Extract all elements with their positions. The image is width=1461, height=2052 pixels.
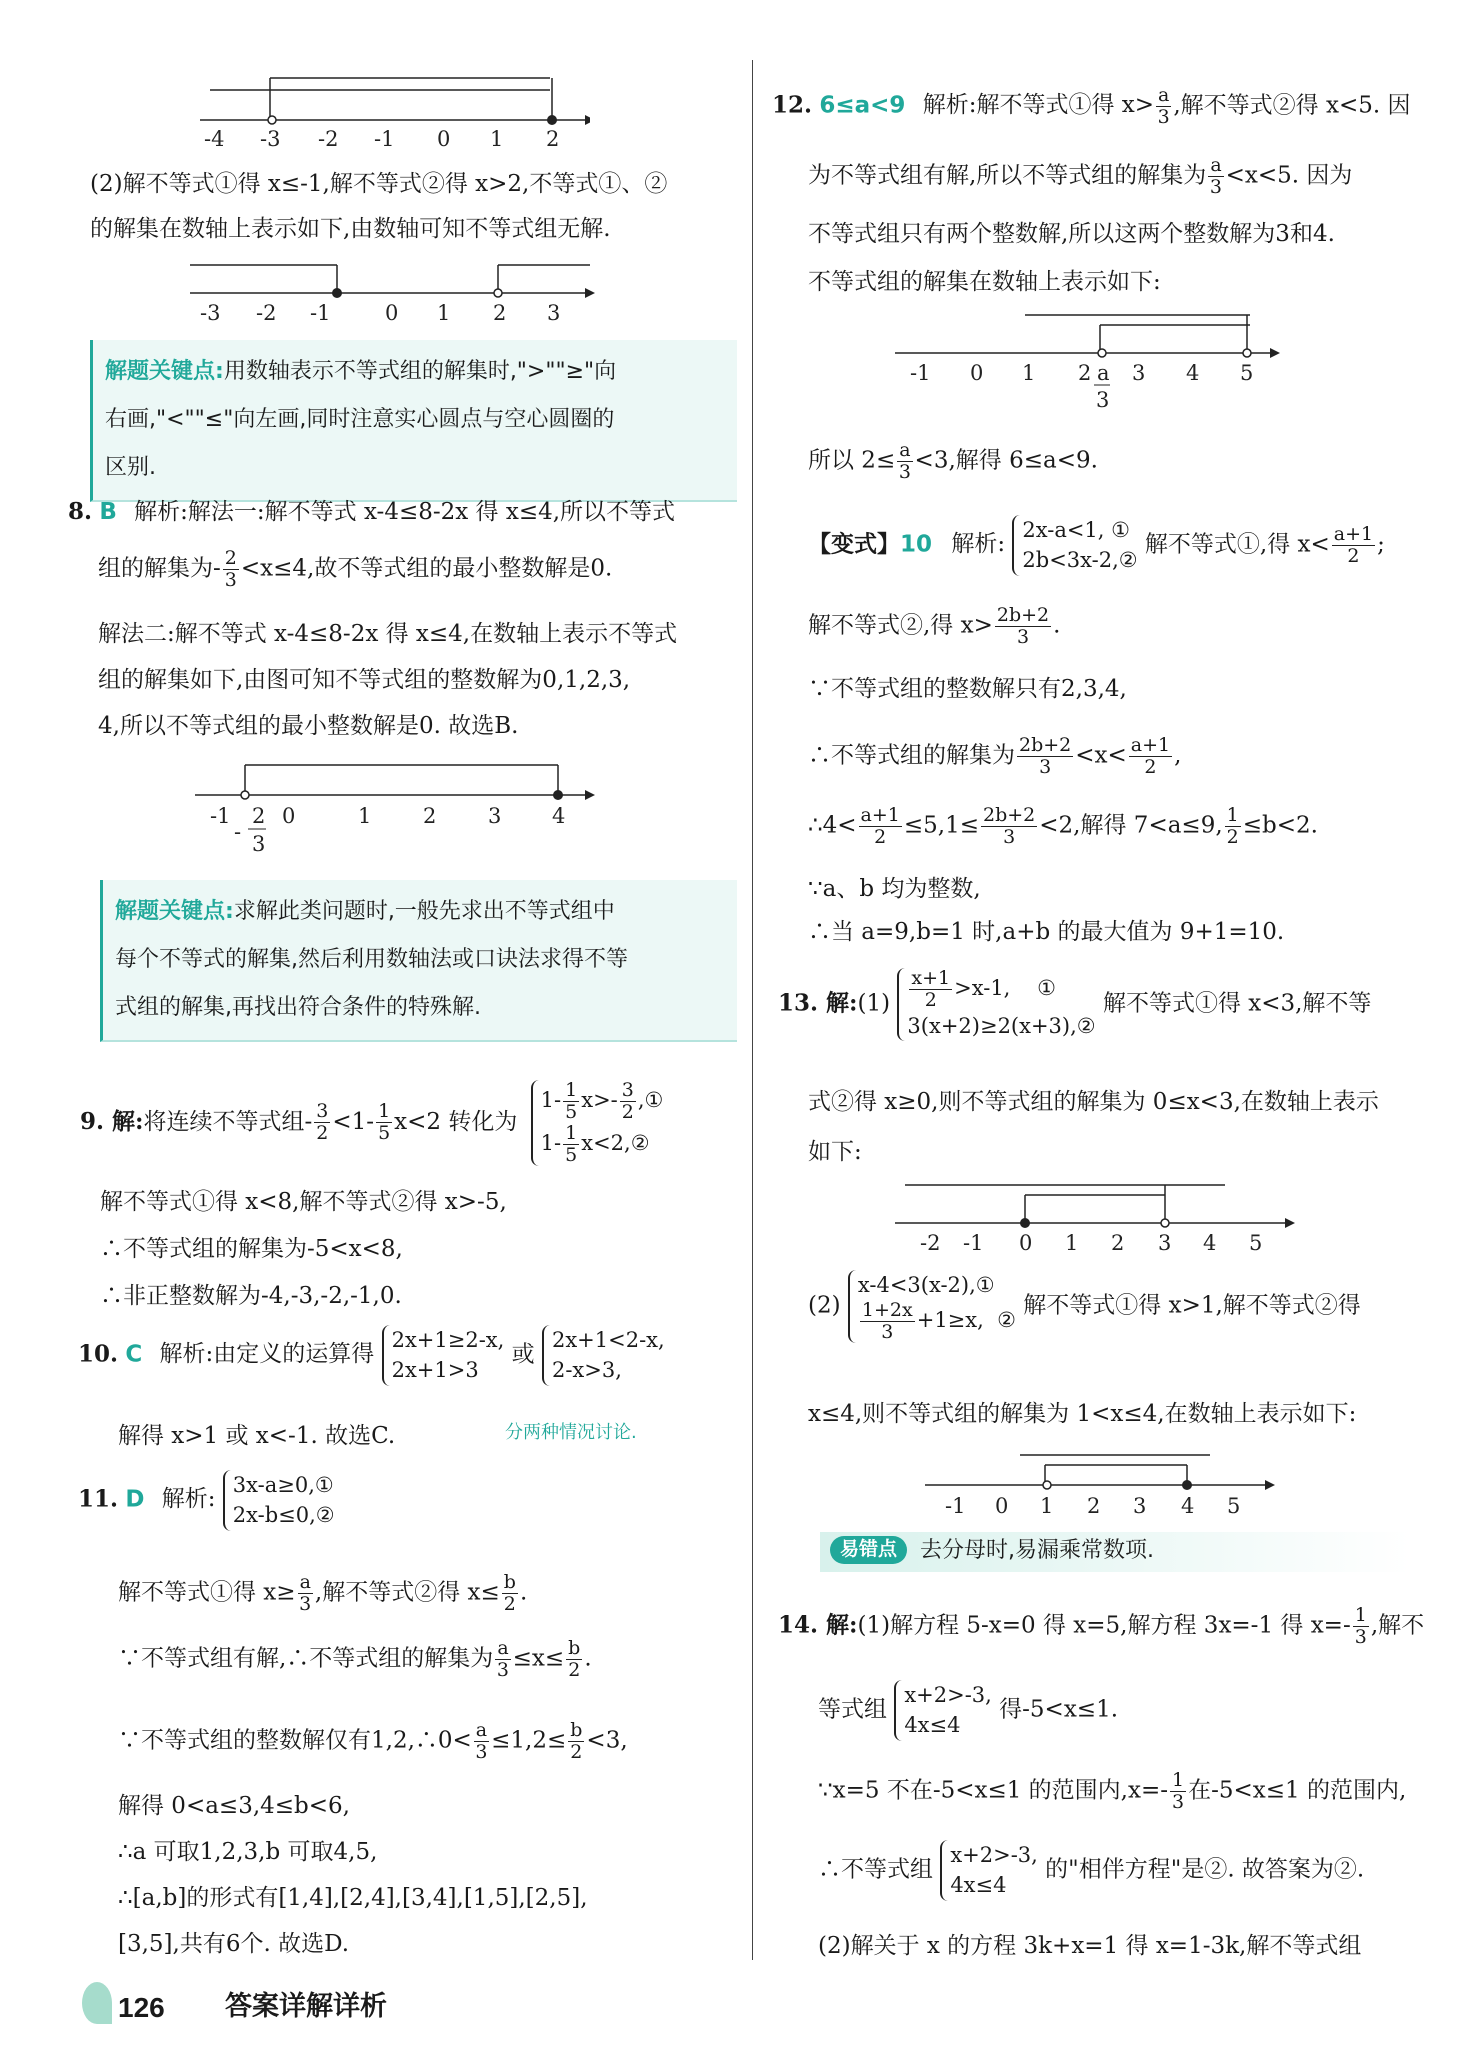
number-line-2 [180,255,600,325]
q7-part2-line1: (2)解不等式①得 x≤-1,解不等式②得 x>2,不等式①、② [90,171,668,197]
variant-line1: 【变式】10 解析: 2x-a<1, ① 2b<3x-2,② 解不等式①,得 x< $\frac{a+1}{2}$ ; [808,515,1385,576]
svg-text:-3: -3 [260,127,281,150]
error-note-text: 去分母时,易漏乘常数项. [920,1538,1154,1563]
answer-letter: B [99,499,117,525]
svg-text:5: 5 [1249,1231,1263,1255]
q12-line2: 为不等式组有解,所以不等式组的解集为 $\frac{a}{3}$ <x<5. 因为 [808,154,1353,198]
q9-system: 1- $\frac{1}{5}$ x>- $\frac{3}{2}$ ,① 1- $\frac{1}{5}$ x<2,② [531,1080,664,1166]
q9-line1: 9. 解:将连续不等式组- $\frac{3}{2}$ <1- $\frac{1}{5}$ x<2 转化为 1- $\frac{1}{5}$ x>- $\frac{3}{2}$ ,① 1- $\frac{1}{5}$ x<2,② [80,1079,664,1166]
svg-text:-: - [234,820,242,844]
svg-text:-3: -3 [200,301,221,325]
q13-line5: x≤4,则不等式组的解集为 1<x≤4,在数轴上表示如下: [808,1401,1357,1427]
svg-text:-4: -4 [204,127,225,150]
q10-hint: 分两种情况讨论. [505,1422,637,1443]
tip-text: 右画,"<""≤"向左画,同时注意实心圆点与空心圆圈的 [105,407,615,432]
tip-box-1 [90,340,737,502]
svg-text:1: 1 [490,127,504,150]
number-line-6 [925,1445,1285,1525]
svg-text:4: 4 [1203,1231,1217,1255]
q9-line4: ∴非正整数解为-4,-3,-2,-1,0. [100,1283,402,1309]
svg-text:2: 2 [546,127,560,150]
q8-line4: 组的解集如下,由图可知不等式组的整数解为0,1,2,3, [98,667,631,693]
svg-text:4: 4 [1186,361,1200,385]
q8-line2: 组的解集为- $\frac{2}{3}$ <x≤4,故不等式组的最小整数解是0. [98,547,613,591]
svg-text:1: 1 [1065,1231,1079,1255]
svg-text:a: a [1097,361,1110,385]
q13-line3: 如下: [808,1139,862,1165]
svg-text:-1: -1 [310,301,331,325]
q11-line3: ∵不等式组有解,∴不等式组的解集为 $\frac{a}{3}$ ≤x≤ $\frac{b}{2}$ . [118,1637,592,1681]
q14-line2: 等式组 x+2>-3, 4x≤4 得-5<x≤1. [818,1680,1118,1741]
svg-text:5: 5 [1240,361,1254,385]
q8-header [68,498,675,527]
error-note-badge: 易错点 [830,1536,907,1564]
svg-text:0: 0 [282,804,296,828]
leaf-icon [82,1982,112,2024]
svg-text:3: 3 [252,832,266,856]
q9-line3: ∴不等式组的解集为-5<x<8, [100,1236,403,1262]
svg-text:0: 0 [437,127,451,150]
q11-line4: ∵不等式组的整数解仅有1,2,∴0< $\frac{a}{3}$ ≤1,2≤ $\frac{b}{2}$ <3, [118,1719,628,1763]
q11-line5: 解得 0<a≤3,4≤b<6, [118,1793,350,1819]
variant-line4: ∴不等式组的解集为 $\frac{2b+2}{3}$ <x< $\frac{a+1}{2}$ , [808,734,1182,778]
svg-text:-1: -1 [210,804,231,828]
svg-text:1: 1 [437,301,451,325]
variant-line7: ∴当 a=9,b=1 时,a+b 的最大值为 9+1=10. [808,919,1285,945]
svg-text:3: 3 [1133,1494,1147,1518]
svg-text:3: 3 [1096,388,1110,412]
q14-line1: 14. 解:(1)解方程 5-x=0 得 x=5,解方程 3x=-1 得 x=- $\frac{1}{3}$ ,解不 [778,1604,1425,1648]
svg-text:3: 3 [547,301,561,325]
svg-text:0: 0 [385,301,399,325]
q14-line5: (2)解关于 x 的方程 3k+x=1 得 x=1-3k,解不等式组 [818,1933,1362,1959]
q14-line4: ∴不等式组 x+2>-3, 4x≤4 的"相伴方程"是②. 故答案为②. [818,1840,1364,1901]
q8-line3: 解法二:解不等式 x-4≤8-2x 得 x≤4,在数轴上表示不等式 [98,621,678,647]
svg-text:0: 0 [1019,1231,1033,1255]
variant-line6: ∵a、b 均为整数, [808,876,981,902]
q11-line7: ∴[a,b]的形式有[1,4],[2,4],[3,4],[1,5],[2,5], [118,1885,588,1911]
q12-line5: 所以 2≤ $\frac{a}{3}$ <3,解得 6≤a<9. [808,439,1098,483]
error-note-box [820,1532,1410,1572]
q13-line2: 式②得 x≥0,则不等式组的解集为 0≤x<3,在数轴上表示 [808,1089,1379,1115]
svg-text:2: 2 [1087,1494,1101,1518]
q11-line8: [3,5],共有6个. 故选D. [118,1931,350,1957]
tip-text: 区别. [105,455,156,480]
number-line-1 [190,70,590,150]
q11-line2: 解不等式①得 x≥ $\frac{a}{3}$ ,解不等式②得 x≤ $\frac{b}{2}$ . [118,1571,528,1615]
footer-title: 答案详解详析 [225,1991,387,2022]
number-line-4 [890,305,1290,415]
q13-line4: (2) x-4<3(x-2),① $\frac{1+2x}{3}$ +1≥x, ② 解不等式①得 x>1,解不等式②得 [808,1270,1361,1343]
svg-text:-1: -1 [963,1231,984,1255]
svg-text:-2: -2 [920,1231,941,1255]
svg-text:3: 3 [1158,1231,1172,1255]
column-divider [752,60,753,1960]
svg-text:2: 2 [252,804,266,828]
number-line-3 [190,755,610,870]
tip-box-2: 解题关键点:求解此类问题时,一般先求出不等式组中 每个不等式的解集,然后利用数轴法或口诀法求得不等 式组的解集,再找出符合条件的特殊解. [100,880,737,1042]
tip-text: 用数轴表示不等式组的解集时,">""≥"向 [223,359,617,384]
variant-line2: 解不等式②,得 x> $\frac{2b+2}{3}$ . [808,604,1061,648]
variant-line5: ∴4< $\frac{a+1}{2}$ ≤5,1≤ $\frac{2b+2}{3}$ <2,解得 7<a≤9, $\frac{1}{2}$ ≤b<2. [808,804,1318,848]
q10-line1: 10. C 解析:由定义的运算得 2x+1≥2-x, 2x+1>3 或 2x+1<2-x, 2-x>3, [78,1325,665,1386]
svg-text:2: 2 [423,804,437,828]
svg-text:5: 5 [1227,1494,1241,1518]
q11-line1: 11. D 解析: 3x-a≥0,① 2x-b≤0,② [78,1470,335,1531]
q14-line3: ∵x=5 不在-5<x≤1 的范围内,x=- $\frac{1}{3}$ 在-5<x≤1 的范围内, [818,1769,1407,1813]
svg-text:2: 2 [1111,1231,1125,1255]
svg-text:0: 0 [995,1494,1009,1518]
svg-text:3: 3 [488,804,502,828]
svg-text:1: 1 [1040,1494,1054,1518]
svg-text:4: 4 [1181,1494,1195,1518]
q13-line1: 13. 解:(1) $\frac{x+1}{2}$ >x-1, ① 3(x+2)≥2(x+3),② 解不等式①得 x<3,解不等 [778,968,1371,1041]
svg-text:-2: -2 [256,301,277,325]
svg-text:-1: -1 [945,1494,966,1518]
variant-line3: ∵不等式组的整数解只有2,3,4, [808,676,1127,702]
svg-text:4: 4 [552,804,566,828]
q12-line4: 不等式组的解集在数轴上表示如下: [808,269,1161,295]
number-line-5 [895,1175,1315,1255]
q8-line5: 4,所以不等式组的最小整数解是0. 故选B. [98,713,519,739]
q7-part2-line2: 的解集在数轴上表示如下,由数轴可知不等式组无解. [90,216,611,242]
svg-text:-1: -1 [910,361,931,385]
tip-tag: 解题关键点: [105,359,224,384]
q10-line2: 解得 x>1 或 x<-1. 故选C. [118,1423,396,1449]
svg-text:3: 3 [1132,361,1146,385]
svg-text:1: 1 [1022,361,1036,385]
page-number: 126 [118,1992,165,2023]
q12-line1: 12. 6≤a<9 解析:解不等式①得 x> $\frac{a}{3}$ ,解不等式②得 x<5. 因 [772,84,1411,128]
svg-text:1: 1 [358,804,372,828]
question-number: 8. [68,498,93,525]
q8-text: 解析:解法一:解不等式 x-4≤8-2x 得 x≤4,所以不等式 [134,499,676,525]
q11-line6: ∴a 可取1,2,3,b 可取4,5, [118,1839,378,1865]
svg-text:0: 0 [970,361,984,385]
q9-line2: 解不等式①得 x<8,解不等式②得 x>-5, [100,1189,507,1215]
svg-text:-2: -2 [318,127,339,150]
svg-text:-1: -1 [374,127,395,150]
svg-text:2: 2 [493,301,507,325]
q12-line3: 不等式组只有两个整数解,所以这两个整数解为3和4. [808,221,1335,247]
svg-text:2: 2 [1078,361,1092,385]
